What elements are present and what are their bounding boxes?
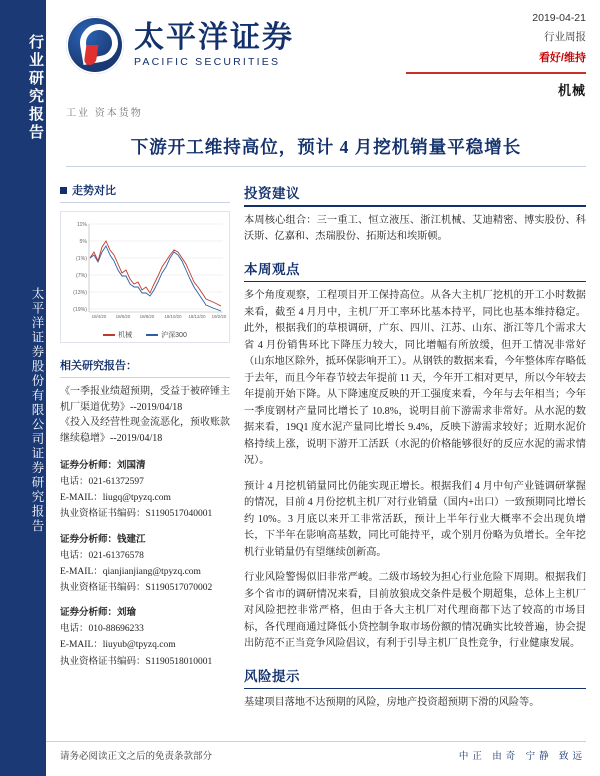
analyst-email-label: E-MAIL： bbox=[60, 640, 103, 651]
svg-text:18/10/20: 18/10/20 bbox=[164, 314, 182, 319]
related-reports-list bbox=[60, 384, 230, 446]
svg-text:19/2/20: 19/2/20 bbox=[211, 314, 227, 319]
analyst-card bbox=[60, 532, 230, 597]
band-label-report-type: 行业研究报告 bbox=[27, 34, 44, 142]
analyst-name: 刘国清 bbox=[117, 461, 146, 471]
svg-text:18/4/20: 18/4/20 bbox=[91, 314, 107, 319]
analyst-cert-label: 执业资格证书编码： bbox=[60, 509, 146, 520]
title-divider bbox=[66, 166, 586, 167]
section-heading: 投资建议 bbox=[244, 186, 300, 201]
svg-text:18/8/20: 18/8/20 bbox=[139, 314, 155, 319]
svg-text:5%: 5% bbox=[79, 239, 87, 245]
footer-divider bbox=[46, 741, 586, 742]
section-weekly-view bbox=[244, 258, 586, 653]
sector-name: 机械 bbox=[557, 83, 586, 98]
analyst-phone: 010-88696233 bbox=[88, 624, 144, 635]
svg-text:(13%): (13%) bbox=[73, 290, 87, 296]
paragraph: 基建项目落地不达预期的风险，房地产投资超预期下滑的风险等。 bbox=[244, 697, 540, 709]
page-footer bbox=[60, 748, 586, 762]
analyst-phone-label: 电话： bbox=[60, 624, 89, 635]
breadcrumb: 工业 资本货物 bbox=[66, 108, 143, 119]
chart-section-title: 走势对比 bbox=[72, 185, 116, 197]
analyst-cert: S1190517040001 bbox=[145, 509, 213, 520]
trend-comparison-chart bbox=[60, 211, 230, 343]
analyst-name: 钱建江 bbox=[117, 534, 146, 545]
analyst-cert-label: 执业资格证书编码： bbox=[60, 582, 146, 593]
related-reports-title: 相关研究报告： bbox=[60, 360, 137, 372]
paragraph: 多个角度观察，工程项目开工保持高位。从各大主机厂挖机的开工小时数据来看，截至 4 月月中，主机厂开工率环比基本持平，同比也基本维持稳定。此外，根据我们的草根调研，广东、四川、江苏、山东、浙江等几个需求大省 4 月份销售环比下降压力较大，同比增幅有所放缓，但开工情况非常好（山东地区除外，抵环保影响开工）。从钢铁的数据来看，今年整体库存略低于去年，而且今年春节较去年提前 11 天，今年开工相对更早，所以今年较去年提前开始下降。从下降速度反映的开工强度来看，今年与去年相当；今年一季度钢材产量同比增长了 10.8%，说明目前下游需求非常好。从水泥的数据来看，19Q1 度水泥产量同比增长 9.4%，反映下游需求较好；近期水泥价格持续上涨，说明下游开工活跃（水泥的价格能够很好的反应水泥的需求情况）。 bbox=[244, 290, 586, 467]
analyst-role-label: 证券分析师： bbox=[60, 534, 118, 545]
related-reports-divider bbox=[60, 377, 230, 378]
analyst-cert-label: 执业资格证书编码： bbox=[60, 656, 146, 667]
analyst-list bbox=[60, 458, 230, 670]
list-item[interactable]: 《一季报业绩超预期，受益于被碎锤主机厂渠道优势》--2019/04/18 bbox=[60, 386, 230, 413]
analyst-cert: S1190518010001 bbox=[145, 656, 213, 667]
footer-disclaimer: 请务必阅读正文之后的免责条款部分 bbox=[60, 752, 213, 762]
analyst-phone-label: 电话： bbox=[60, 477, 89, 488]
section-risk-warning bbox=[244, 665, 586, 712]
analyst-name: 刘瑜 bbox=[117, 608, 137, 619]
svg-text:(1%): (1%) bbox=[76, 256, 87, 262]
section-investment-advice bbox=[244, 182, 586, 246]
brand-logo bbox=[66, 16, 294, 74]
left-column bbox=[60, 182, 230, 679]
analyst-phone-label: 电话： bbox=[60, 550, 89, 561]
header-meta bbox=[406, 12, 586, 99]
paragraph: 本周核心组合：三一重工、恒立液压、浙江机械、艾迪精密、博实股份、科沃斯、亿嘉和、杰瑞股份、拓斯达和埃斯顿。 bbox=[244, 214, 586, 243]
section-divider bbox=[244, 688, 586, 690]
page-title: 下游开工维持高位，预计 4 月挖机销量平稳增长 bbox=[130, 137, 522, 157]
svg-text:18/6/20: 18/6/20 bbox=[115, 314, 131, 319]
header-divider bbox=[406, 72, 586, 74]
rating-badge: 看好/维持 bbox=[538, 52, 586, 64]
legend-item-1: 沪深300 bbox=[146, 330, 187, 340]
analyst-email-label: E-MAIL： bbox=[60, 566, 103, 577]
report-date: 2019-04-21 bbox=[532, 12, 586, 24]
paragraph: 预计 4 月挖机销量同比仍能实现正增长。根据我们 4 月中旬产业链调研掌握的情况，目前 4 月份挖机主机厂对行业销量（国内+出口）一致预期同比增长约 10%。3 月底以来开工非常活跃，预计上半年行业大概率不会出现负增长，下半年在影响高基数，同比可能持平，或个别月份略为负增长。全年挖机行业销量仍有望继续创新高。 bbox=[244, 480, 586, 558]
section-heading: 本周观点 bbox=[244, 261, 300, 277]
analyst-role-label: 证券分析师： bbox=[60, 461, 118, 471]
analyst-card bbox=[60, 605, 230, 670]
brand-name-en: PACIFIC SECURITIES bbox=[134, 56, 281, 69]
page-header bbox=[46, 0, 600, 98]
chart-svg bbox=[63, 216, 229, 328]
paragraph: 行业风险警惕似旧非常严峻。二级市场较为担心行业危险下周期。根据我们多个省市的调研情况来看，目前放狼成交条件是极个期超集，总体上主机厂对风险把控非常严格，但由于各大主机厂对代理商都下达了较高的市场目标，各代理商通过降低小贷控制争取市场份额的情况确实比较普遍，协会提出防范不正当竞争风险倡议，有利于引导主机厂良性竞争，行业健康发展。 bbox=[244, 572, 586, 650]
chart-legend bbox=[63, 330, 227, 340]
chart-section-header bbox=[60, 182, 230, 198]
right-column bbox=[244, 182, 586, 724]
svg-text:18/12/20: 18/12/20 bbox=[188, 314, 206, 319]
section-divider bbox=[244, 205, 586, 207]
footer-slogan: 中正 由奇 宁静 致远 bbox=[458, 752, 586, 762]
svg-text:(7%): (7%) bbox=[76, 273, 87, 279]
pacific-logo-icon bbox=[66, 16, 124, 74]
brand-name-cn: 太平洋证券 bbox=[134, 20, 294, 54]
brand-text bbox=[134, 22, 294, 69]
report-type: 行业周报 bbox=[544, 31, 586, 43]
chart-section-divider bbox=[60, 202, 230, 203]
band-label-company: 太平洋证券股份有限公司证券研究报告 bbox=[30, 286, 44, 534]
legend-item-0: 机械 bbox=[103, 330, 132, 340]
analyst-role-label: 证券分析师： bbox=[60, 608, 118, 619]
svg-text:11%: 11% bbox=[77, 222, 87, 228]
analyst-email[interactable]: qianjianjiang@tpyzq.com bbox=[102, 566, 201, 577]
section-heading: 风险提示 bbox=[244, 668, 300, 684]
analyst-email-label: E-MAIL： bbox=[60, 493, 103, 504]
svg-text:(19%): (19%) bbox=[73, 307, 87, 313]
analyst-email[interactable]: liugq@tpyzq.com bbox=[102, 493, 171, 504]
list-item[interactable]: 《投入及经营性现金流恶化，预收账款继续稳增》--2019/04/18 bbox=[60, 417, 230, 444]
analyst-phone: 021-61376578 bbox=[88, 550, 144, 561]
analyst-email[interactable]: liuyub@tpyzq.com bbox=[102, 640, 176, 651]
section-divider bbox=[244, 281, 586, 283]
analyst-cert: S1190517070002 bbox=[145, 582, 213, 593]
analyst-card bbox=[60, 458, 230, 523]
analyst-phone: 021-61372597 bbox=[88, 477, 144, 488]
square-bullet-icon bbox=[60, 187, 67, 194]
